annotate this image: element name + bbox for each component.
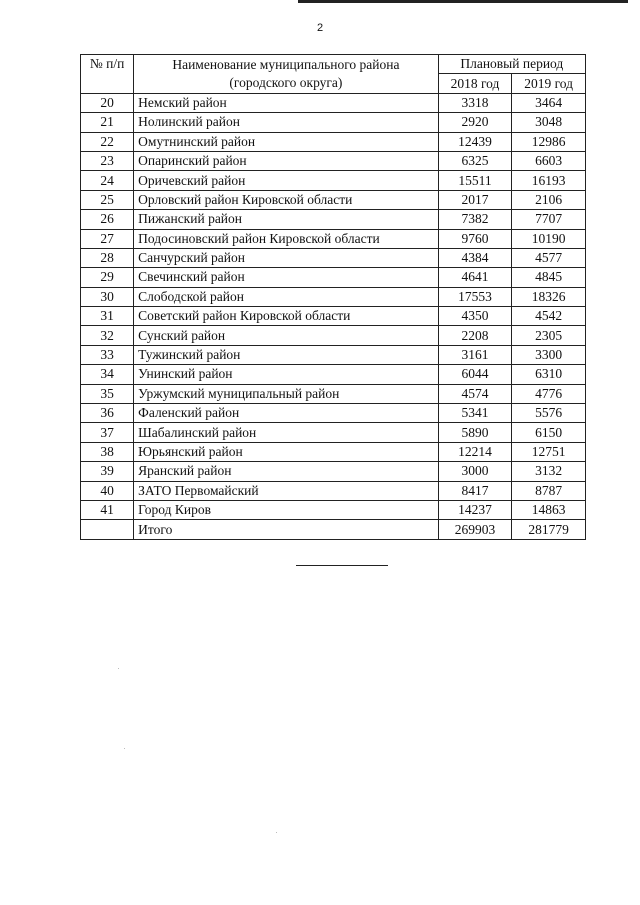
scan-speck	[276, 832, 277, 833]
value-2019: 16193	[512, 171, 586, 190]
header-col-number: № п/п	[81, 55, 134, 94]
row-number: 34	[81, 365, 134, 384]
row-number: 26	[81, 210, 134, 229]
table-row	[81, 423, 586, 442]
table-row	[81, 268, 586, 287]
row-number: 39	[81, 462, 134, 481]
row-number: 25	[81, 190, 134, 209]
table-row	[81, 326, 586, 345]
row-number: 28	[81, 248, 134, 267]
district-name: Сунский район	[134, 326, 438, 345]
row-number: 32	[81, 326, 134, 345]
district-name: Подосиновский район Кировской области	[134, 229, 438, 248]
header-col-2019: 2019 год	[512, 74, 586, 93]
table-row	[81, 93, 586, 112]
table-row	[81, 500, 586, 519]
value-2018: 9760	[438, 229, 512, 248]
district-name: ЗАТО Первомайский	[134, 481, 438, 500]
value-2019: 4776	[512, 384, 586, 403]
row-number: 21	[81, 113, 134, 132]
district-name: Орловский район Кировской области	[134, 190, 438, 209]
district-name: Тужинский район	[134, 345, 438, 364]
value-2018: 4574	[438, 384, 512, 403]
value-2018: 5890	[438, 423, 512, 442]
closing-rule	[296, 565, 388, 566]
value-2019: 12986	[512, 132, 586, 151]
district-name: Город Киров	[134, 500, 438, 519]
scan-speck	[118, 668, 119, 669]
value-2018: 4384	[438, 248, 512, 267]
value-2018: 4350	[438, 307, 512, 326]
district-name: Пижанский район	[134, 210, 438, 229]
value-2018: 3318	[438, 93, 512, 112]
value-2019: 3132	[512, 462, 586, 481]
district-name: Фаленский район	[134, 404, 438, 423]
district-name: Слободской район	[134, 287, 438, 306]
total-2018: 269903	[438, 520, 512, 539]
value-2019: 5576	[512, 404, 586, 423]
row-number: 38	[81, 442, 134, 461]
value-2018: 2208	[438, 326, 512, 345]
total-row	[81, 520, 586, 539]
district-name: Омутнинский район	[134, 132, 438, 151]
district-name: Унинский район	[134, 365, 438, 384]
table-body	[81, 93, 586, 539]
value-2019: 10190	[512, 229, 586, 248]
value-2019: 4577	[512, 248, 586, 267]
table-row	[81, 151, 586, 170]
table-row	[81, 345, 586, 364]
district-name: Уржумский муниципальный район	[134, 384, 438, 403]
table-row	[81, 132, 586, 151]
district-name: Нолинский район	[134, 113, 438, 132]
header-col-name	[134, 55, 438, 94]
table-row	[81, 384, 586, 403]
budget-table	[80, 54, 586, 540]
value-2018: 14237	[438, 500, 512, 519]
header-col-name-line1: Наименование муниципального района	[172, 56, 400, 72]
page-number: 2	[316, 22, 324, 34]
value-2018: 15511	[438, 171, 512, 190]
total-row-number	[81, 520, 134, 539]
value-2019: 8787	[512, 481, 586, 500]
value-2019: 6150	[512, 423, 586, 442]
value-2019: 12751	[512, 442, 586, 461]
scan-speck	[124, 748, 125, 749]
value-2019: 4542	[512, 307, 586, 326]
value-2019: 2106	[512, 190, 586, 209]
top-decorative-rule	[298, 0, 628, 3]
value-2019: 2305	[512, 326, 586, 345]
table-row	[81, 462, 586, 481]
value-2018: 3000	[438, 462, 512, 481]
row-number: 22	[81, 132, 134, 151]
value-2018: 12439	[438, 132, 512, 151]
row-number: 31	[81, 307, 134, 326]
table-row	[81, 404, 586, 423]
table-row	[81, 210, 586, 229]
district-name: Яранский район	[134, 462, 438, 481]
row-number: 30	[81, 287, 134, 306]
table-row	[81, 307, 586, 326]
value-2019: 4845	[512, 268, 586, 287]
value-2019: 7707	[512, 210, 586, 229]
row-number: 23	[81, 151, 134, 170]
value-2018: 2017	[438, 190, 512, 209]
table-row	[81, 365, 586, 384]
table-row	[81, 113, 586, 132]
district-name: Опаринский район	[134, 151, 438, 170]
row-number: 20	[81, 93, 134, 112]
value-2019: 6310	[512, 365, 586, 384]
table-row	[81, 171, 586, 190]
table-row	[81, 229, 586, 248]
value-2019: 3300	[512, 345, 586, 364]
table-row	[81, 287, 586, 306]
table-row	[81, 481, 586, 500]
value-2018: 17553	[438, 287, 512, 306]
district-name: Юрьянский район	[134, 442, 438, 461]
header-col-2018: 2018 год	[438, 74, 512, 93]
value-2019: 18326	[512, 287, 586, 306]
row-number: 40	[81, 481, 134, 500]
header-col-name-line2: (городского округа)	[229, 74, 343, 90]
value-2018: 7382	[438, 210, 512, 229]
row-number: 36	[81, 404, 134, 423]
header-planned-period: Плановый период	[438, 55, 585, 74]
district-name: Оричевский район	[134, 171, 438, 190]
value-2019: 3464	[512, 93, 586, 112]
row-number: 24	[81, 171, 134, 190]
value-2018: 8417	[438, 481, 512, 500]
district-name: Санчурский район	[134, 248, 438, 267]
value-2018: 2920	[438, 113, 512, 132]
table-row	[81, 248, 586, 267]
row-number: 37	[81, 423, 134, 442]
total-label: Итого	[134, 520, 438, 539]
value-2018: 12214	[438, 442, 512, 461]
table-row	[81, 442, 586, 461]
row-number: 29	[81, 268, 134, 287]
value-2019: 6603	[512, 151, 586, 170]
table-header	[81, 55, 586, 94]
row-number: 27	[81, 229, 134, 248]
value-2018: 6044	[438, 365, 512, 384]
value-2019: 3048	[512, 113, 586, 132]
district-name: Немский район	[134, 93, 438, 112]
header-row-1	[81, 55, 586, 74]
value-2018: 3161	[438, 345, 512, 364]
district-name: Шабалинский район	[134, 423, 438, 442]
row-number: 41	[81, 500, 134, 519]
row-number: 35	[81, 384, 134, 403]
district-name: Советский район Кировской области	[134, 307, 438, 326]
value-2018: 6325	[438, 151, 512, 170]
district-name: Свечинский район	[134, 268, 438, 287]
table-row	[81, 190, 586, 209]
value-2018: 4641	[438, 268, 512, 287]
value-2019: 14863	[512, 500, 586, 519]
value-2018: 5341	[438, 404, 512, 423]
row-number: 33	[81, 345, 134, 364]
total-2019: 281779	[512, 520, 586, 539]
